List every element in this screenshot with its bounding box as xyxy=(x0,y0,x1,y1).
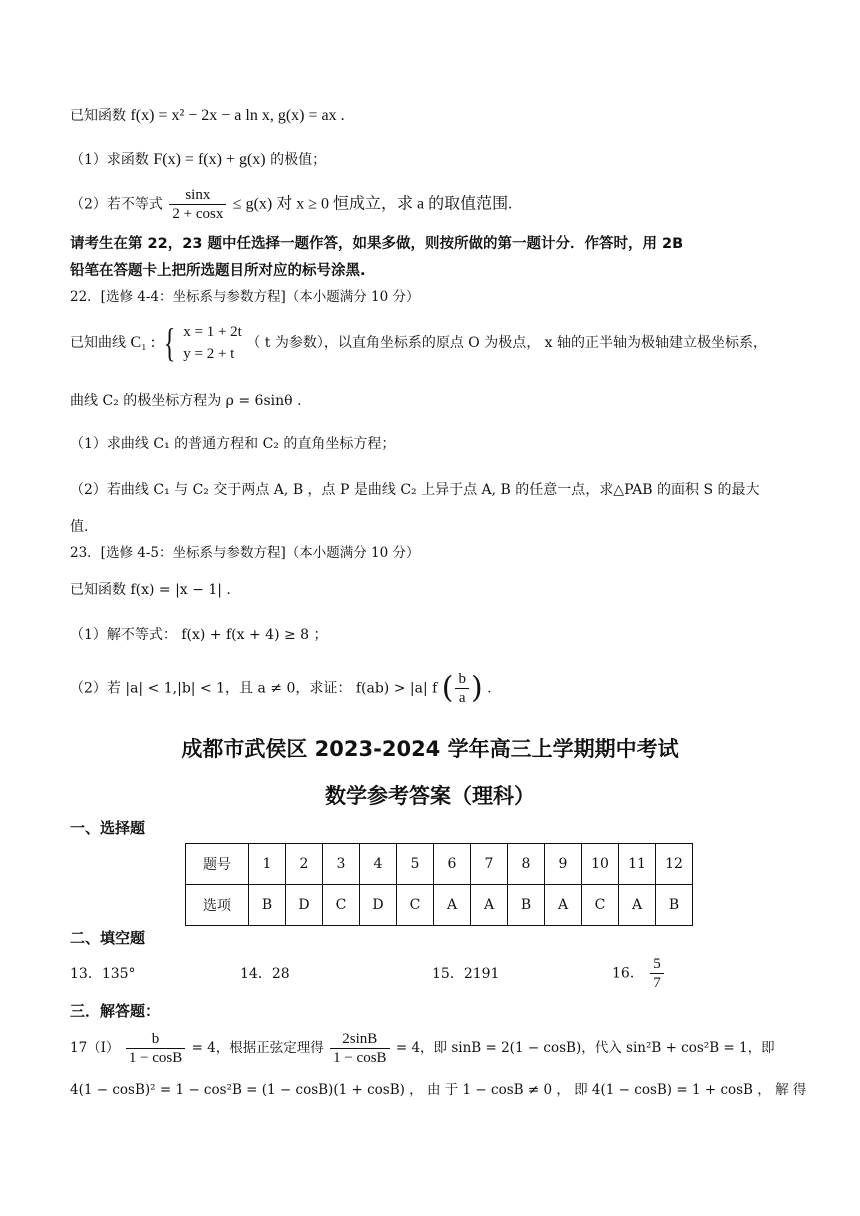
q23-p2-fraction xyxy=(455,670,469,707)
table-cell: B xyxy=(249,885,286,926)
table-cell: D xyxy=(286,885,323,926)
q21-stem xyxy=(70,106,345,126)
section-solution: 三．解答题： xyxy=(70,1002,161,1020)
answer-title-sub: 数学参考答案（理科） xyxy=(325,784,535,808)
table-cell: 11 xyxy=(619,844,656,885)
fill-q14: 14．28 xyxy=(240,966,290,982)
q21-p2-mid: ≤ g(x) 对 x ≥ 0 恒成立，求 a 的取值范围. xyxy=(232,195,513,213)
table-cell: B xyxy=(508,885,545,926)
q23-p2-prefix: （2）若 |a| < 1,|b| < 1，且 a ≠ 0，求证： f(ab) > |a| f xyxy=(70,680,438,697)
q22-stem-suffix: （ t 为参数），以直角坐标系的原点 O 为极点， x 轴的正半轴为极轴建立极坐标系， xyxy=(246,335,768,351)
table-cell: A xyxy=(619,885,656,926)
instruction-line1: 请考生在第 22，23 题中任选择一题作答，如果多做，则按所做的第一题计分．作答时，用 2B xyxy=(70,236,684,252)
q23-p2-frac-num: b xyxy=(455,670,469,689)
table-cell: 2 xyxy=(286,844,323,885)
table-cell: 10 xyxy=(582,844,619,885)
table-cell: C xyxy=(397,885,434,926)
q21-stem-prefix: 已知函数 xyxy=(70,108,126,124)
table-header-option: 选项 xyxy=(186,885,249,926)
q17-mid1: = 4，根据正弦定理得 xyxy=(191,1040,324,1056)
q23-p2-frac-den: a xyxy=(458,690,466,706)
q23-part1: （1）解不等式： f(x) + f(x + 4) ≥ 8 ； xyxy=(70,627,328,643)
q22-curve-label: C₁ : xyxy=(130,334,156,351)
table-cell: A xyxy=(545,885,582,926)
q21-p1-suffix: 的极值； xyxy=(270,152,327,168)
q17-frac1-num: b xyxy=(126,1030,185,1049)
fill-q16-num: 5 xyxy=(650,955,664,974)
table-cell: A xyxy=(471,885,508,926)
fill-q16-label: 16． xyxy=(612,965,644,982)
fill-q16-fraction xyxy=(650,955,664,992)
table-cell: 1 xyxy=(249,844,286,885)
q22-title: 22．[选修 4-4：坐标系与参数方程]（本小题满分 10 分） xyxy=(70,289,420,305)
q21-p2-frac-den: 2 + cosx xyxy=(172,206,224,222)
q17-frac2-den: 1 − cosB xyxy=(333,1050,387,1066)
q22-equation-system xyxy=(183,321,242,365)
table-cell: 12 xyxy=(656,844,693,885)
q21-p2-prefix: （2）若不等式 xyxy=(70,196,163,213)
table-cell: 4 xyxy=(360,844,397,885)
q23-title: 23．[选修 4-5：坐标系与参数方程]（本小题满分 10 分） xyxy=(70,545,420,561)
section-choice: 一、选择题 xyxy=(70,819,146,837)
fill-q13: 13．135° xyxy=(70,966,136,982)
table-header-number: 题号 xyxy=(186,844,249,885)
q21-p2-fraction xyxy=(169,186,226,223)
q17-prefix: 17（Ⅰ） xyxy=(70,1040,120,1056)
table-cell: 5 xyxy=(397,844,434,885)
q21-p1-math: F(x) = f(x) + g(x) xyxy=(153,151,266,168)
q17-line1 xyxy=(70,1030,775,1067)
q22-stem-prefix: 已知曲线 xyxy=(70,335,126,351)
q21-part2 xyxy=(70,186,512,223)
answer-title-main: 成都市武侯区 2023-2024 学年高三上学期期中考试 xyxy=(181,737,679,761)
table-row-numbers xyxy=(186,844,693,885)
q22-part1: （1）求曲线 C₁ 的普通方程和 C₂ 的直角坐标方程； xyxy=(70,436,396,452)
table-cell: C xyxy=(323,885,360,926)
q21-part1 xyxy=(70,150,326,170)
table-cell: 7 xyxy=(471,844,508,885)
q17-mid2: = 4，即 sinB = 2(1 − cosB)，代入 sin²B + cos²B = 1，即 xyxy=(395,1040,775,1056)
q21-p2-frac-num: sinx xyxy=(169,186,226,205)
q23-stem: 已知函数 f(x) = |x − 1| . xyxy=(70,582,231,598)
q17-frac1-den: 1 − cosB xyxy=(128,1050,183,1066)
fill-q15: 15．2191 xyxy=(432,966,500,982)
q22-eq2: y = 2 + t xyxy=(183,346,235,362)
table-cell: B xyxy=(656,885,693,926)
section-fill: 二、填空题 xyxy=(70,929,146,947)
table-cell: 6 xyxy=(434,844,471,885)
q22-part2-line2: 值. xyxy=(70,519,89,535)
q22-part2-line1: （2）若曲线 C₁ 与 C₂ 交于两点 A, B ，点 P 是曲线 C₂ 上异于点 A, B 的任意一点，求△PAB 的面积 S 的最大 xyxy=(70,482,760,498)
table-cell: 3 xyxy=(323,844,360,885)
fill-q16-den: 7 xyxy=(653,975,661,991)
q17-frac2 xyxy=(330,1030,389,1067)
q17-frac2-num: 2sinB xyxy=(330,1030,389,1049)
q22-stem xyxy=(70,318,767,368)
q17-frac1 xyxy=(126,1030,185,1067)
q23-p2-suffix: . xyxy=(487,680,492,697)
q22-brace: { xyxy=(163,320,175,365)
table-cell: A xyxy=(434,885,471,926)
table-row-options xyxy=(186,885,693,926)
q23-part2: （2）若 |a| < 1,|b| < 1，且 a ≠ 0，求证： f(ab) > |a| f ( $\frac{b}{a}$ ) . xyxy=(70,670,492,706)
q22-eq1: x = 1 + 2t xyxy=(183,324,242,340)
table-cell: C xyxy=(582,885,619,926)
table-cell: 9 xyxy=(545,844,582,885)
table-cell: D xyxy=(360,885,397,926)
q21-stem-math: f(x) = x² − 2x − a ln x, g(x) = ax . xyxy=(130,107,345,124)
instruction-line2: 铅笔在答题卡上把所选题目所对应的标号涂黑. xyxy=(70,263,366,279)
fill-q16 xyxy=(612,955,666,992)
q17-line2: 4(1 − cosB)² = 1 − cos²B = (1 − cosB)(1 + cosB) ， 由 于 1 − cosB ≠ 0 ， 即 4(1 − cosB) = 1 + cosB ， 解 得 xyxy=(70,1082,807,1098)
answer-table xyxy=(185,843,693,926)
q21-p1-prefix: （1）求函数 xyxy=(70,152,149,168)
q22-line2: 曲线 C₂ 的极坐标方程为 ρ = 6sinθ . xyxy=(70,393,302,409)
table-cell: 8 xyxy=(508,844,545,885)
